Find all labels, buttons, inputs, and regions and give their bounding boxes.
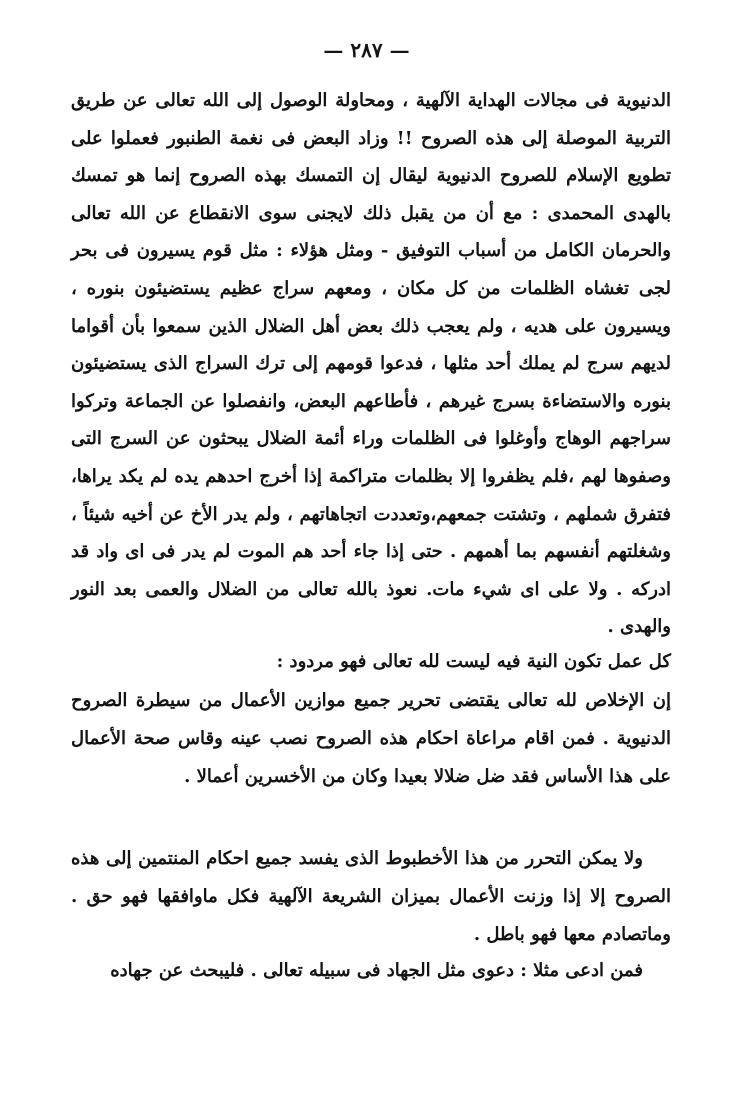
body-paragraph-1 bbox=[71, 82, 671, 646]
page-number: — ٢٨٧ — bbox=[323, 38, 410, 62]
section-heading: كل عمل تكون النية فيه ليست لله تعالى فهو مردود : bbox=[276, 651, 671, 672]
paragraph-text: فمن ادعى مثلا : دعوى مثل الجهاد فى سبيله تعالى . فليبحث عن جهاده bbox=[110, 960, 643, 981]
body-paragraph-4 bbox=[71, 952, 671, 990]
body-paragraph-2 bbox=[71, 682, 671, 796]
paragraph-text: ولا يمكن التحرر من هذا الأخطبوط الذى يفسد جميع احكام المنتمين إلى هذه الصروح إلا إذا وزنت الأعمال بميزان الشريعة الآلهية فكل ماوافقها فهو حق . وماتصادم معها فهو باطل . bbox=[71, 848, 671, 945]
paragraph-text: الدنيوية فى مجالات الهداية الآلهية ، ومحاولة الوصول إلى الله تعالى عن طريق التربية الموصلة إلى هذه الصروح !! وزاد البعض فى نغمة الطنبور فعملوا على تطويع الإسلام للصروح الدنيوية ليقال إن التمسك بهذه الصروح إنما هو تمسك بالهدى المحمدى : مع أن من يقبل ذلك لايجنى سوى الانقطاع عن الله تعالى والحرمان الكامل من أسباب التوفيق - ومثل هؤلاء : مثل قوم يسيرون فى بحر لجى تغشاه الظلمات من كل مكان ، ومعهم سراج عظيم يستضيئون بنوره ، ويسيرون على هديه ، ولم يعجب ذلك بعض أهل الضلال الذين سمعوا بأن أقواما لديهم سرج لم يملك أحد مثلها ، فدعوا قومهم إلى ترك السراج الذى يستضيئون بنوره والاستضاءة بسرج غيرهم ، فأطاعهم البعض، وانفصلوا عن الجماعة وتركوا سراجهم الوهاج وأوغلوا فى الظلمات وراء أئمة الضلال يبحثون عن السرج التى وصفوها لهم ،فلم يظفروا إلا بظلمات متراكمة إذا أخرج احدهم يده لم يكد يراها، فتفرق شملهم ، وتشتت جمعهم،وتعددت اتجاهاتهم ، ولم يدر الأخ عن أخيه شيئاً ، وشغلتهم أنفسهم بما أهمهم . حتى إذا جاء أحد هم الموت لم يدر فى اى واد قد ادركه . ولا على اى شيء مات. نعوذ بالله تعالى من الضلال والعمى بعد النور والهدى . bbox=[71, 90, 671, 638]
paragraph-text: إن الإخلاص لله تعالى يقتضى تحرير جميع موازين الأعمال من سيطرة الصروح الدنيوية . فمن اقام مراعاة احكام هذه الصروح نصب عينه وقاس صحة الأعمال على هذا الأساس فقد ضل ضلالا بعيدا وكان من الأخسرين أعمالا . bbox=[71, 690, 671, 787]
body-paragraph-3 bbox=[71, 840, 671, 954]
